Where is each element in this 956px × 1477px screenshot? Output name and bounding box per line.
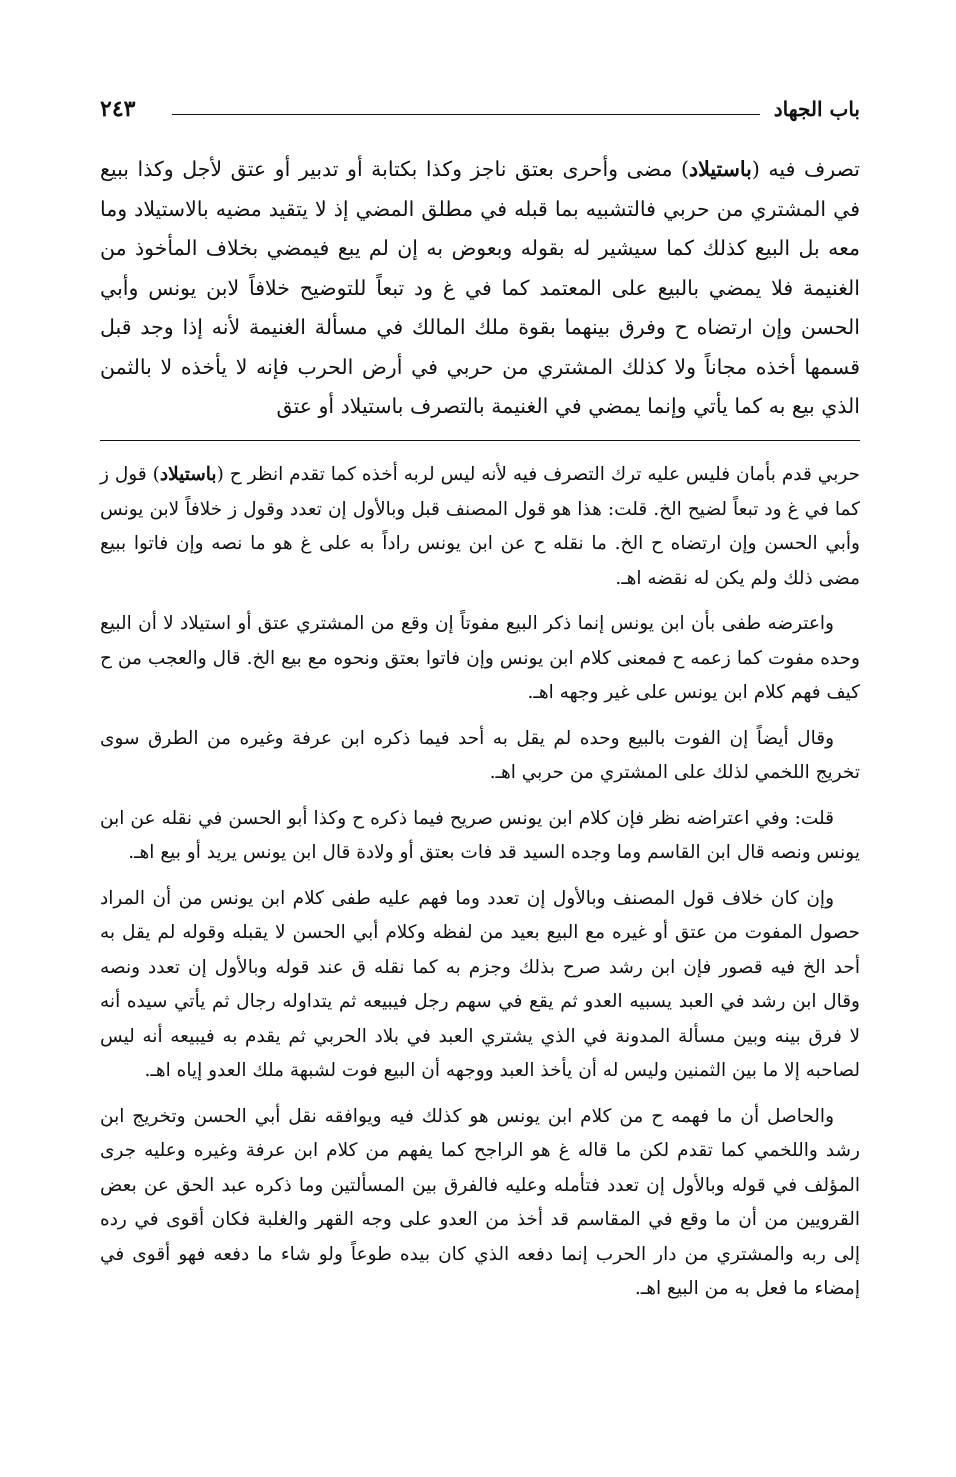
running-header — [100, 92, 860, 132]
bold-term: باستيلاد — [689, 157, 752, 181]
note-paragraph: قلت: وفي اعتراضه نظر فإن كلام ابن يونس صريح فيما ذكره ح وكذا أبو الحسن في نقله عن ابن يونس ونصه قال ابن القاسم وما وجده السيد قد فات بعتق أو ولادة قال ابن يونس يريد أو بيع اهـ. — [100, 807, 860, 863]
bold-term: باستيلاد — [159, 464, 217, 485]
main-paragraph: تصرف فيه (باستيلاد) مضى وأحرى بعتق ناجز وكذا بكتابة أو تدبير أو عتق لأجل وكذا ببيع في المشتري من حربي فالتشبيه بما قبله في مطلق المضي إذ لا يتقيد مضيه بالاستيلاد وما معه بل البيع كذلك كما سيشير له بقوله وبعوض به إن لم يبع فيمضي بخلاف المأخوذ من الغنيمة فلا يمضي بالبيع على المعتمد كما في غ ود تبعاً للتوضيح خلافاً لابن يونس وأبي الحسن وإن ارتضاه ح وفرق بينهما بقوة ملك المالك في مسألة الغنيمة لأنه إذا وجد قبل قسمها أخذه مجاناً ولا كذلك المشتري من حربي في أرض الحرب فإنه لا يأخذه لا بالثمن الذي بيع به كما يأتي وإنما يمضي في الغنيمة بالتصرف باستيلاد أو عتق — [100, 157, 860, 418]
note-paragraph: واعترضه طفى بأن ابن يونس إنما ذكر البيع مفوتاً إن وقع من المشتري عتق أو استيلاد لا أن البيع وحده مفوت كما زعمه ح فمعنى كلام ابن يونس وإن فاتوا بعتق ونحوه مع بيع الخ. قال والعجب من ح كيف فهم كلام ابن يونس على غير وجهه اهـ. — [100, 613, 860, 703]
note-paragraph: حربي قدم بأمان فليس عليه ترك التصرف فيه لأنه ليس لربه أخذه كما تقدم انظر ح (باستيلاد) قول ز كما في غ ود تبعاً لضيح الخ. قلت: هذا هو قول المصنف قبل وبالأول إن تعدد وقول ز خلافاً لابن يونس وأبي الحسن وإن ارتضاه ح الخ. ما نقله ح عن ابن يونس راداً به على غ هو ما نصه وإن فاتوا ببيع مضى ذلك ولم يكن له نقضه اهـ. — [100, 464, 860, 589]
page-number: ٢٤٣ — [100, 96, 136, 122]
chapter-title: باب الجهاد — [773, 97, 860, 121]
footnote-separator — [100, 440, 860, 441]
note-paragraph: والحاصل أن ما فهمه ح من كلام ابن يونس هو كذلك فيه ويوافقه نقل أبي الحسن وتخريج ابن رشد واللخمي كما تقدم لكن ما قاله غ هو الراجح كما يفهم من كلام ابن عرفة وغيره وعليه جرى المؤلف في قوله وبالأول إن تعدد فتأمله وعليه فالفرق بين المسألتين وما ذكره عبد الحق عن بعض القرويين من أن ما وقع في المقاسم قد أخذ من العدو على وجه القهر والغلبة فكان أقوى في رده إلى ربه والمشتري من دار الحرب إنما دفعه الذي كان بيده طوعاً ولو شاء ما دفعه فهو أقوى في إمضاء ما فعل به من البيع اهـ. — [100, 1105, 860, 1299]
main-text — [100, 150, 860, 427]
note-paragraph: وإن كان خلاف قول المصنف وبالأول إن تعدد وما فهم عليه طفى كلام ابن يونس من أن المراد حصول المفوت من عتق أو غيره مع البيع بعيد من لفظه وكلام أبي الحسن لا يقبله وقوله لم يقل به أحد الخ فيه قصور فإن ابن رشد صرح بذلك وجزم به كما نقله ق عند قوله وبالأول إن تعدد ونصه وقال ابن رشد في العبد يسبيه العدو ثم يقع في سهم رجل فيبيعه ثم يتداوله رجال ثم يأتي سيده أنه لا فرق بينه وبين مسألة المدونة في الذي يشتري العبد في بلاد الحربي ثم يقدم به فيبيعه أنه ليس لصاحبه إلا ما بين الثمنين وليس له أن يأخذ العبد ووجهه أن البيع فوت لشبهة ملك العدو إياه اهـ. — [100, 887, 860, 1081]
note-paragraph: وقال أيضاً إن الفوت بالبيع وحده لم يقل به أحد فيما ذكره ابن عرفة وغيره من الطرق سوى تخريج اللخمي لذلك على المشتري من حربي اهـ. — [100, 727, 860, 783]
header-rule — [172, 114, 760, 115]
commentary-notes — [100, 458, 860, 1318]
